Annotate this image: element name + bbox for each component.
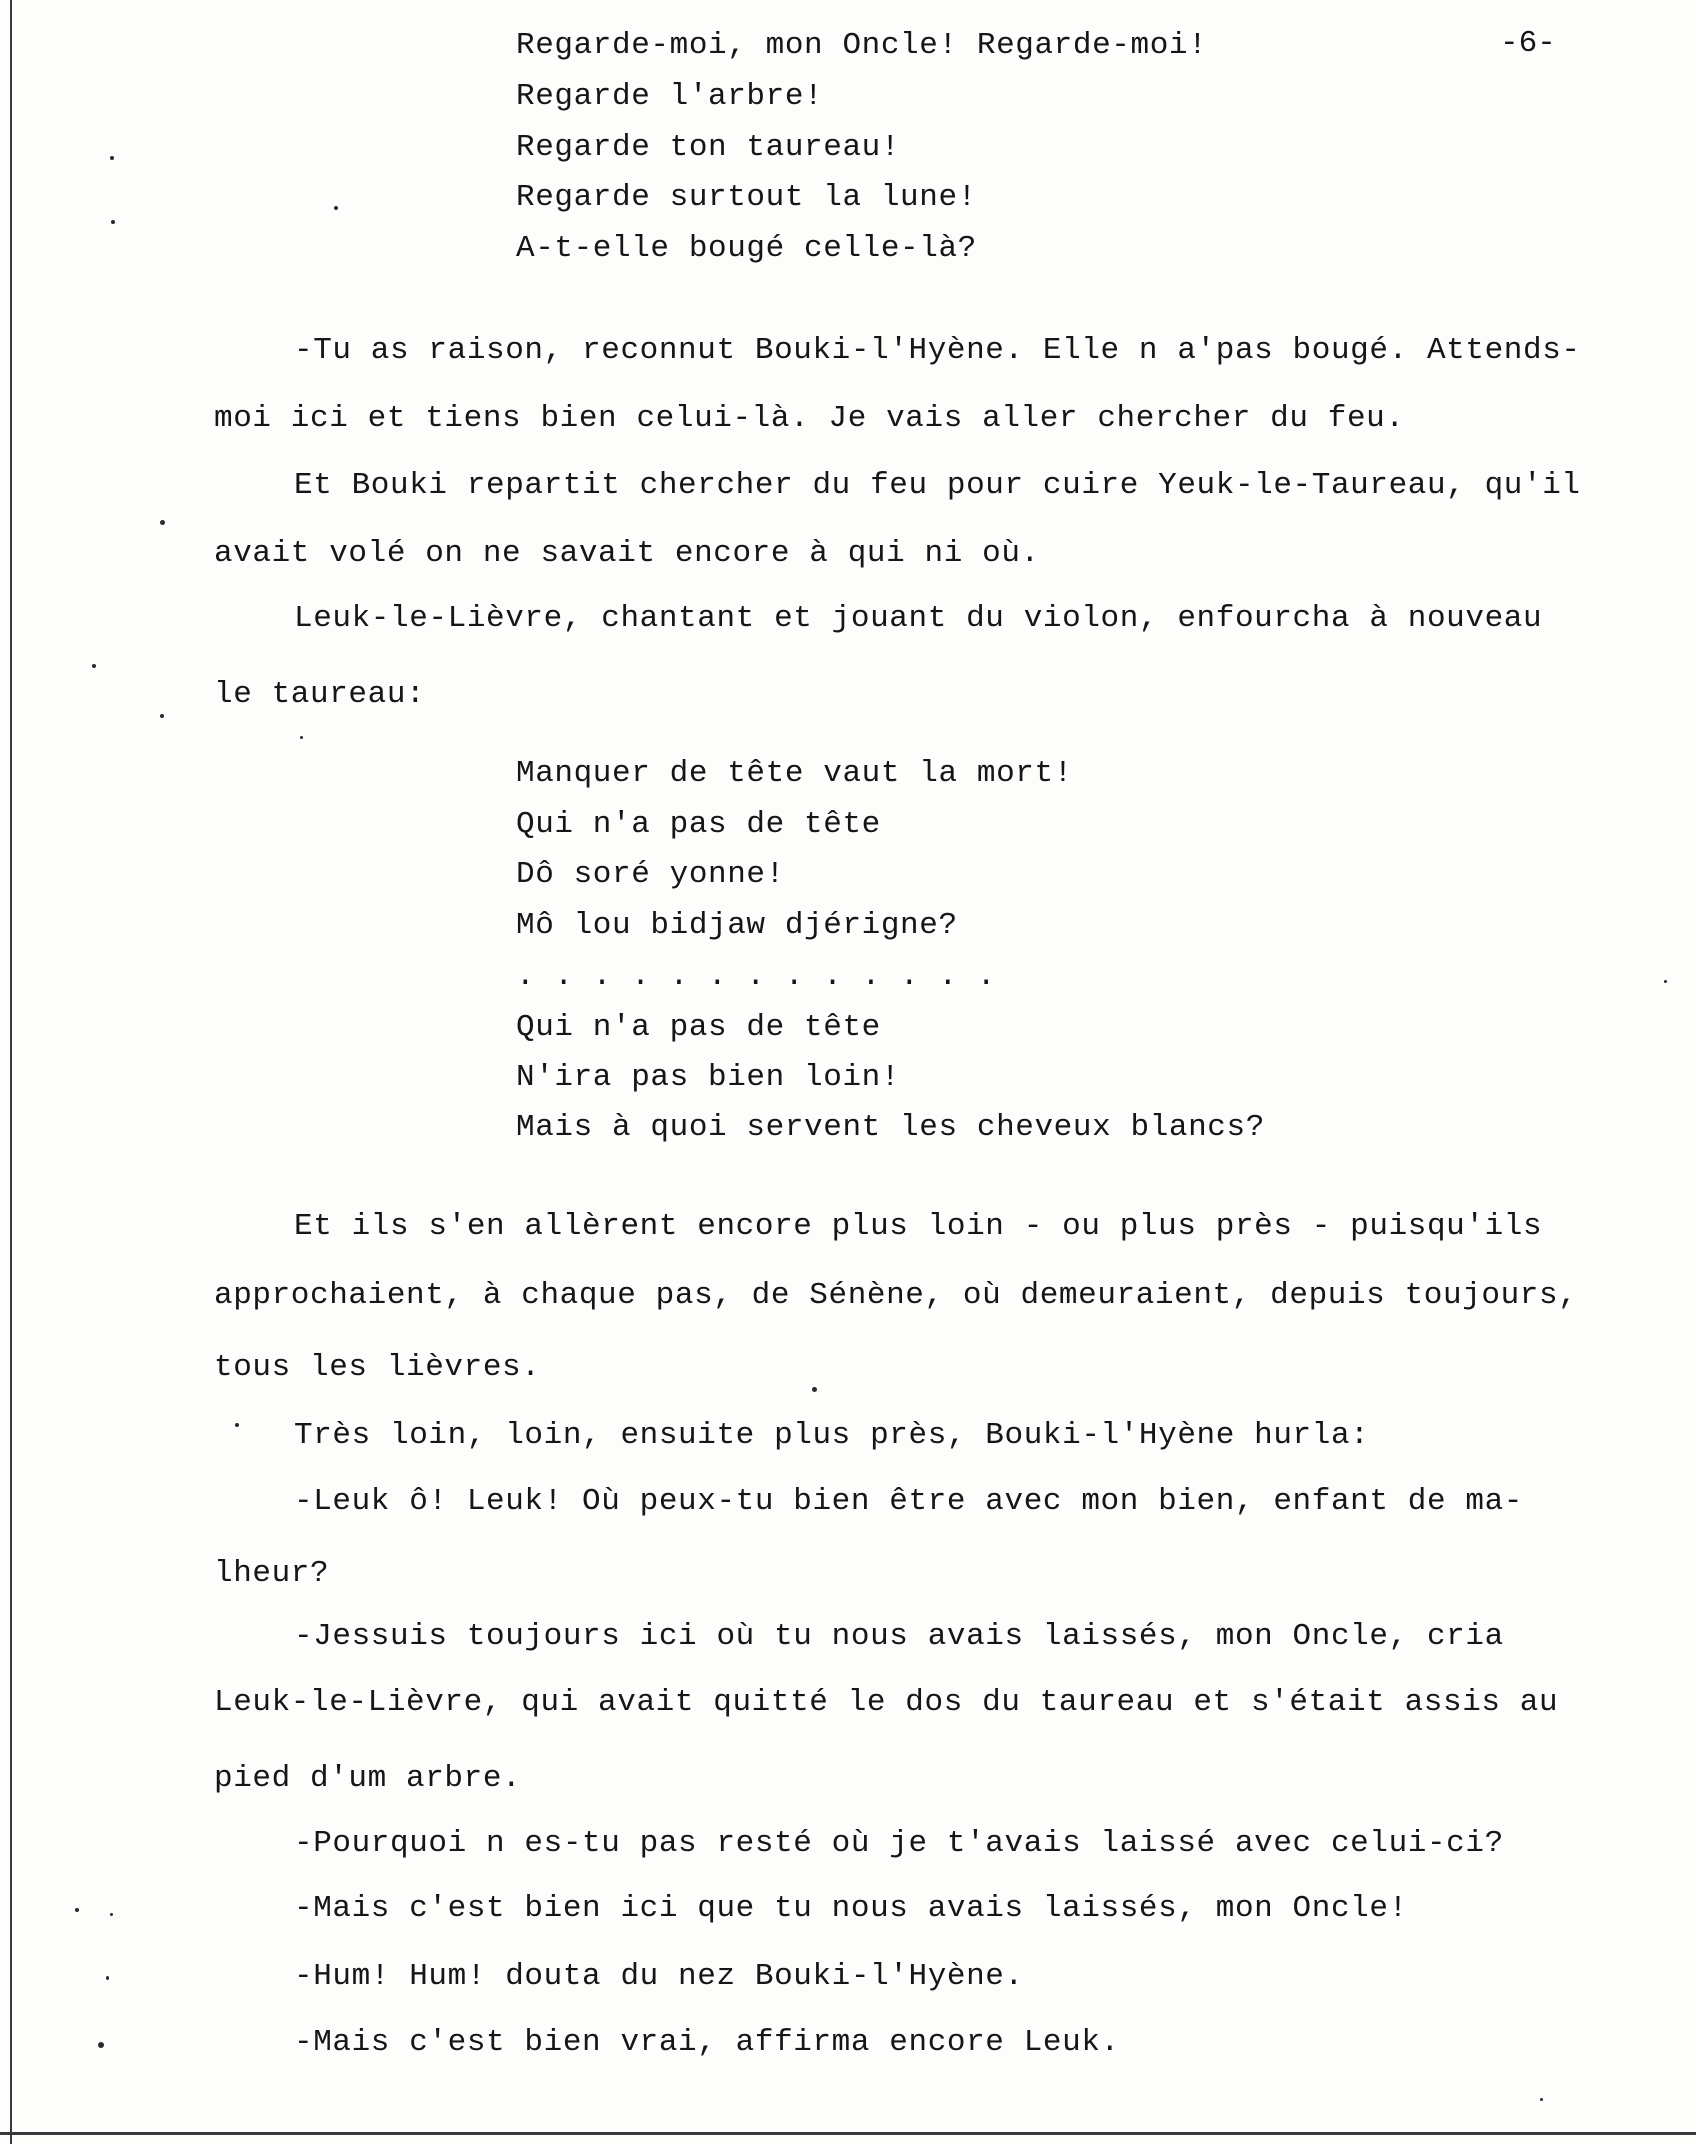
verse-line: Regarde-moi, mon Oncle! Regarde-moi! <box>516 28 1208 63</box>
ink-speck <box>111 220 115 224</box>
verse-line: N'ira pas bien loin! <box>516 1060 901 1095</box>
prose-line: Leuk-le-Lièvre, qui avait quitté le dos du taureau et s'était assis au <box>214 1685 1559 1720</box>
prose-line: Et ils s'en allèrent encore plus loin - ou plus près - puisqu'ils <box>294 1209 1543 1244</box>
prose-line: -Mais c'est bien ici que tu nous avais laissés, mon Oncle! <box>294 1891 1408 1926</box>
verse-line: Manquer de tête vaut la mort! <box>516 756 1073 791</box>
prose-line: -Jessuis toujours ici où tu nous avais laissés, mon Oncle, cria <box>294 1619 1504 1654</box>
prose-line: Et Bouki repartit chercher du feu pour cuire Yeuk-le-Taureau, qu'il <box>294 468 1581 503</box>
prose-line: -Leuk ô! Leuk! Où peux-tu bien être avec mon bien, enfant de ma- <box>294 1484 1523 1519</box>
verse-line: Regarde ton taureau! <box>516 130 901 165</box>
ink-speck <box>334 206 338 210</box>
prose-line: -Tu as raison, reconnut Bouki-l'Hyène. Elle n a'pas bougé. Attends- <box>294 333 1581 368</box>
verse-line: Regarde surtout la lune! <box>516 180 977 215</box>
verse-line: Qui n'a pas de tête <box>516 1010 881 1045</box>
ink-speck <box>110 1913 113 1916</box>
ink-speck <box>110 156 114 160</box>
page-bottom-edge <box>0 2132 1696 2135</box>
verse-line: Regarde l'arbre! <box>516 79 824 114</box>
prose-line: approchaient, à chaque pas, de Sénène, où demeuraient, depuis toujours, <box>214 1278 1578 1313</box>
prose-line: avait volé on ne savait encore à qui ni où. <box>214 536 1040 571</box>
ink-speck <box>92 664 96 668</box>
ink-speck <box>1664 980 1667 983</box>
verse-line: A-t-elle bougé celle-là? <box>516 231 977 266</box>
prose-line: Leuk-le-Lièvre, chantant et jouant du violon, enfourcha à nouveau <box>294 601 1543 636</box>
verse-dots: . . . . . . . . . . . . . <box>516 959 997 994</box>
verse-line: Qui n'a pas de tête <box>516 807 881 842</box>
prose-line: -Pourquoi n es-tu pas resté où je t'avais laissé avec celui-ci? <box>294 1826 1504 1861</box>
ink-speck <box>300 736 303 739</box>
prose-line: -Hum! Hum! douta du nez Bouki-l'Hyène. <box>294 1959 1024 1994</box>
ink-speck <box>160 714 164 718</box>
prose-line: lheur? <box>214 1556 330 1591</box>
ink-speck <box>1540 2098 1543 2101</box>
prose-line: moi ici et tiens bien celui-là. Je vais aller chercher du feu. <box>214 401 1405 436</box>
verse-line: Dô soré yonne! <box>516 857 785 892</box>
ink-speck <box>235 1423 239 1427</box>
prose-line: le taureau: <box>214 677 426 712</box>
page-left-edge <box>10 0 12 2144</box>
ink-speck <box>98 2042 104 2048</box>
ink-speck <box>160 520 165 525</box>
verse-line: Mais à quoi servent les cheveux blancs? <box>516 1110 1265 1145</box>
page-number: -6- <box>1500 26 1556 61</box>
prose-line: -Mais c'est bien vrai, affirma encore Leuk. <box>294 2025 1120 2060</box>
ink-speck <box>75 1908 79 1912</box>
prose-line: tous les lièvres. <box>214 1350 541 1385</box>
ink-speck <box>812 1387 817 1392</box>
verse-line: Mô lou bidjaw djérigne? <box>516 908 958 943</box>
prose-line: pied d'um arbre. <box>214 1761 522 1796</box>
prose-line: Très loin, loin, ensuite plus près, Bouki-l'Hyène hurla: <box>294 1418 1370 1453</box>
ink-speck <box>106 1976 109 1980</box>
